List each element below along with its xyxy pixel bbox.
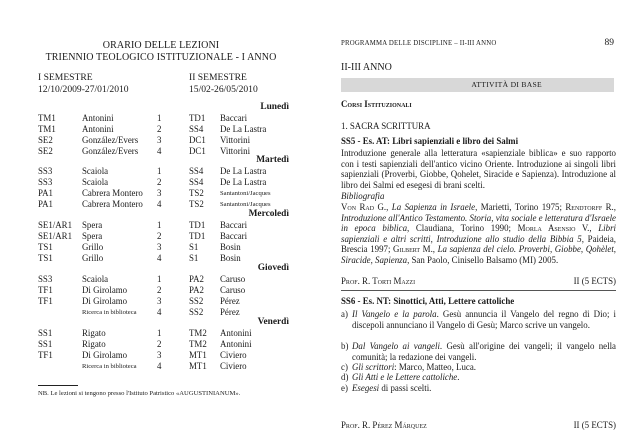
- hour: 1: [157, 113, 162, 123]
- topic-item: [341, 341, 616, 362]
- hour: 3: [157, 188, 162, 198]
- teacher-sem2: Bosin: [220, 242, 241, 252]
- course-code-sem1: TF1: [38, 296, 53, 306]
- bibliography-label: Bibliografia: [341, 191, 385, 201]
- course-code-sem2: DC1: [189, 135, 206, 145]
- course-code-sem1: TS1: [38, 253, 53, 263]
- topic-emphasis: Il Vangelo e la parola: [352, 309, 437, 319]
- teacher-sem2: Civiero: [220, 350, 247, 360]
- teacher-sem2: Baccari: [220, 231, 248, 241]
- sem1-label: I SEMESTRE: [38, 72, 93, 83]
- teacher-sem2: Vittorini: [220, 135, 251, 145]
- footnote: NB. Le lezioni si tengono presso l'Istituto Patristico «AUGUSTINIANUM».: [38, 390, 241, 397]
- topic-text: [352, 383, 616, 394]
- hour: 3: [157, 242, 162, 252]
- schedule-row: [38, 231, 298, 242]
- day-heading-thursday: Giovedì: [257, 263, 289, 273]
- course-code-sem2: TD1: [189, 231, 206, 241]
- bib-author-1: Von Rad G.,: [341, 202, 392, 212]
- bibliography-text: [341, 202, 616, 266]
- hour: 4: [157, 307, 162, 317]
- teacher-sem1: Cabrera Montero: [82, 199, 143, 209]
- topic-text: [352, 372, 616, 383]
- topic-text: [352, 309, 616, 330]
- course1-professor: [341, 276, 616, 286]
- teacher-sem2: Antonini: [220, 339, 252, 349]
- topic-rest: . Gesù annuncia il Vangelo del regno di Dio; i discepoli annunciano il Vangelo di Gesù; Marco scrive un vangelo.: [352, 309, 616, 330]
- right-page: [319, 0, 638, 439]
- bib-rest-1: , Marietti, Torino 1975;: [475, 202, 566, 212]
- schedule-title: ORARIO DELLE LEZIONI: [102, 40, 220, 51]
- course-code-sem2: TS2: [189, 199, 204, 209]
- topic-emphasis: Dal Vangelo ai vangeli: [352, 341, 440, 351]
- schedule-row: [38, 188, 298, 199]
- subject-heading: 1. SACRA SCRITTURA: [341, 121, 431, 131]
- hour: 4: [157, 146, 162, 156]
- schedule-row: [38, 242, 298, 253]
- bib-rest-2: , Claudiana, Torino 1990;: [407, 223, 518, 234]
- section-band: [341, 78, 614, 92]
- schedule-row: [38, 166, 298, 177]
- course1-credits: II (5 ECTS): [573, 276, 616, 286]
- bib-author-4: Gilbert M.,: [393, 244, 438, 255]
- topic-emphasis: Esegesi: [352, 383, 380, 393]
- teacher-sem1: Rigato: [82, 328, 106, 338]
- sem1-dates: 12/10/2009-27/01/2010: [38, 84, 129, 95]
- course-code-sem2: TS2: [189, 188, 204, 198]
- course-code-sem1: SE2: [38, 146, 53, 156]
- sem2-dates: 15/02-26/05/2010: [189, 84, 258, 95]
- teacher-sem1: Antonini: [82, 124, 114, 134]
- hour: 4: [157, 199, 162, 209]
- teacher-sem2: De La Lastra: [220, 124, 267, 134]
- course-code-sem2: SS4: [189, 124, 204, 134]
- topic-emphasis: Gli scrittori: [352, 362, 395, 372]
- course-code-sem1: TF1: [38, 285, 53, 295]
- hour: 4: [157, 361, 162, 371]
- bib-author-3: Morla Asensio V.,: [517, 223, 599, 234]
- day-heading-wednesday: Mercoledì: [248, 209, 289, 219]
- hour: 1: [157, 220, 162, 230]
- schedule-row: [38, 328, 298, 339]
- course2-professor-name: Prof. R. Pérez Márquez: [341, 420, 427, 430]
- schedule-row: [38, 361, 298, 372]
- teacher-sem2: De La Lastra: [220, 177, 267, 187]
- hour: 2: [157, 339, 162, 349]
- course-code-sem2: S1: [189, 242, 199, 252]
- teacher-sem2: Santantoni/Jacques: [220, 201, 271, 208]
- teacher-sem1: Spera: [82, 220, 103, 230]
- schedule-row: [38, 177, 298, 188]
- course-code-sem2: DC1: [189, 146, 206, 156]
- hour: 3: [157, 296, 162, 306]
- section-band-label: ATTIVITÀ DI BASE: [471, 80, 542, 89]
- course1-title: SS5 - Es. AT: Libri sapienziali e libro dei Salmi: [341, 136, 519, 146]
- schedule-subtitle: TRIENNIO TEOLOGICO ISTITUZIONALE - I ANNO: [45, 52, 277, 63]
- schedule-row: [38, 124, 298, 135]
- course-code-sem2: TD1: [189, 220, 206, 230]
- bib-title-2: Introduzione all'Antico Testamento. Storia, vita sociale e letteratura d'Israele in epoca biblica: [341, 212, 616, 234]
- teacher-sem1: González/Evers: [82, 135, 139, 145]
- teacher-sem1: Di Girolamo: [82, 350, 128, 360]
- bib-author-2: Rendtorff R.,: [565, 202, 616, 212]
- course-code-sem2: SS2: [189, 307, 204, 317]
- hour: 2: [157, 285, 162, 295]
- teacher-sem1: Grillo: [82, 242, 104, 252]
- teacher-sem1: Di Girolamo: [82, 285, 128, 295]
- teacher-sem2: Pérez: [220, 296, 240, 306]
- bib-title-1: La Sapienza in Israele: [391, 202, 476, 212]
- teacher-sem2: Baccari: [220, 113, 248, 123]
- teacher-sem2: Baccari: [220, 220, 248, 230]
- schedule-row: [38, 135, 298, 146]
- teacher-sem2: Caruso: [220, 274, 246, 284]
- topic-label: e): [341, 383, 348, 393]
- bib-title-4: La sapienza del cielo. Proverbi, Giobbe, Qohèlet, Siracide, Sapienza: [341, 244, 617, 265]
- teacher-sem1: Cabrera Montero: [82, 188, 143, 198]
- teacher-sem2: Santantoni/Jacques: [220, 190, 271, 197]
- teacher-sem1: Scaiola: [82, 177, 109, 187]
- topic-label: b): [341, 341, 349, 351]
- teacher-sem2: Pérez: [220, 307, 240, 317]
- topic-item: [341, 309, 616, 330]
- course-code-sem1: TM1: [38, 113, 56, 123]
- teacher-sem2: Civiero: [220, 361, 247, 371]
- bib-rest-4: , San Paolo, Cinisello Balsamo (MI) 2005.: [407, 254, 559, 265]
- topic-label: a): [341, 309, 348, 319]
- teacher-sem2: Bosin: [220, 253, 241, 263]
- course-code-sem1: TS1: [38, 242, 53, 252]
- course-code-sem2: SS2: [189, 296, 204, 306]
- hour: 3: [157, 135, 162, 145]
- hour: 2: [157, 177, 162, 187]
- page-number: 89: [604, 38, 614, 48]
- hour: 2: [157, 124, 162, 134]
- course-code-sem1: SE1/AR1: [38, 231, 73, 241]
- teacher-sem2: Vittorini: [220, 146, 251, 156]
- topic-rest: .: [457, 372, 460, 382]
- hour: 1: [157, 166, 162, 176]
- course-code-sem1: PA1: [38, 188, 53, 198]
- teacher-sem1: Di Girolamo: [82, 296, 128, 306]
- day-heading-friday: Venerdì: [257, 317, 289, 327]
- topic-item: [341, 372, 616, 383]
- teacher-sem1: Ricerca in biblioteca: [82, 363, 137, 370]
- section-heading: Corsi Istituzionali: [341, 99, 412, 109]
- course-code-sem1: SS3: [38, 274, 53, 284]
- teacher-sem1: Spera: [82, 231, 103, 241]
- course-code-sem2: S1: [189, 253, 199, 263]
- teacher-sem1: Scaiola: [82, 166, 109, 176]
- teacher-sem1: Rigato: [82, 339, 106, 349]
- teacher-sem2: De La Lastra: [220, 166, 267, 176]
- sem2-label: II SEMESTRE: [189, 72, 247, 83]
- course-code-sem1: SS1: [38, 328, 53, 338]
- schedule-row: [38, 220, 298, 231]
- topic-text: [352, 362, 616, 373]
- schedule-row: [38, 285, 298, 296]
- teacher-sem1: González/Evers: [82, 146, 139, 156]
- course-code-sem1: SE2: [38, 135, 53, 145]
- teacher-sem1: Ricerca in biblioteca: [82, 309, 137, 316]
- bib-rest-3: , Paideia, Brescia 1997;: [341, 233, 617, 255]
- course-code-sem2: SS4: [189, 177, 204, 187]
- topic-label: c): [341, 362, 348, 372]
- course2-title: SS6 - Es. NT: Sinottici, Atti, Lettere cattoliche: [341, 296, 515, 306]
- course-code-sem2: TD1: [189, 113, 206, 123]
- hour: 3: [157, 350, 162, 360]
- course-code-sem1: PA1: [38, 199, 53, 209]
- topic-rest: di passi scelti.: [379, 383, 432, 393]
- schedule-row: [38, 350, 298, 361]
- teacher-sem1: Antonini: [82, 113, 114, 123]
- schedule-row: [38, 296, 298, 307]
- schedule-row: [38, 339, 298, 350]
- course-code-sem2: MT1: [189, 361, 207, 371]
- teacher-sem1: Scaiola: [82, 274, 109, 284]
- course-code-sem2: TM2: [189, 339, 207, 349]
- course-code-sem2: MT1: [189, 350, 207, 360]
- hour: 4: [157, 253, 162, 263]
- hour: 1: [157, 328, 162, 338]
- course2-professor: [341, 420, 616, 430]
- teacher-sem2: Caruso: [220, 285, 246, 295]
- topic-text: [352, 341, 616, 362]
- course-code-sem1: SS3: [38, 177, 53, 187]
- course-code-sem1: TM1: [38, 124, 56, 134]
- topic-label: d): [341, 372, 349, 382]
- topic-item: [341, 383, 616, 394]
- topic-emphasis: Gli Atti e le Lettere cattoliche: [352, 372, 458, 382]
- course-code-sem1: TF1: [38, 350, 53, 360]
- course-code-sem2: PA2: [189, 285, 204, 295]
- topic-rest: : Marco, Matteo, Luca.: [394, 362, 476, 372]
- hour: 1: [157, 274, 162, 284]
- running-header: PROGRAMMA DELLE DISCIPLINE – II-III ANNO: [341, 40, 497, 47]
- course-code-sem2: SS4: [189, 166, 204, 176]
- course-code-sem1: SS3: [38, 166, 53, 176]
- course1-professor-name: Prof. R. Torti Mazzi: [341, 276, 416, 286]
- course-code-sem1: SE1/AR1: [38, 220, 73, 230]
- course-code-sem1: SS1: [38, 339, 53, 349]
- topic-item: [341, 362, 616, 373]
- course-code-sem2: PA2: [189, 274, 204, 284]
- bib-title-3: Libri sapienziali e altri scritti, Introduzione allo studio della Bibbia 5: [341, 223, 616, 244]
- course1-description: Introduzione generale alla letteratura «sapienziale biblica» e suo rapporto con i testi sapienziali dell'antico vicino Oriente. Introduzione ai singoli libri sapienziali (Proverbi, Giobbe, Qohelet, Siracide e Sapienza). Introduzione al libro dei Salmi ed esegesi di brani scelti.: [341, 148, 616, 190]
- day-heading-tuesday: Martedì: [256, 155, 289, 165]
- schedule-row: [38, 274, 298, 285]
- day-heading-monday: Lunedì: [260, 102, 289, 112]
- schedule-row: [38, 113, 298, 124]
- course-divider: [341, 290, 616, 291]
- course2-credits: II (5 ECTS): [573, 420, 616, 430]
- hour: 2: [157, 231, 162, 241]
- teacher-sem1: Grillo: [82, 253, 104, 263]
- year-heading: II-III ANNO: [341, 62, 392, 73]
- footnote-divider: [38, 385, 78, 386]
- teacher-sem2: Antonini: [220, 328, 252, 338]
- topic-rest: . Gesù all'origine dei vangeli; il vangelo nella comunità; la redazione dei vangeli.: [352, 341, 616, 362]
- course-code-sem2: TM2: [189, 328, 207, 338]
